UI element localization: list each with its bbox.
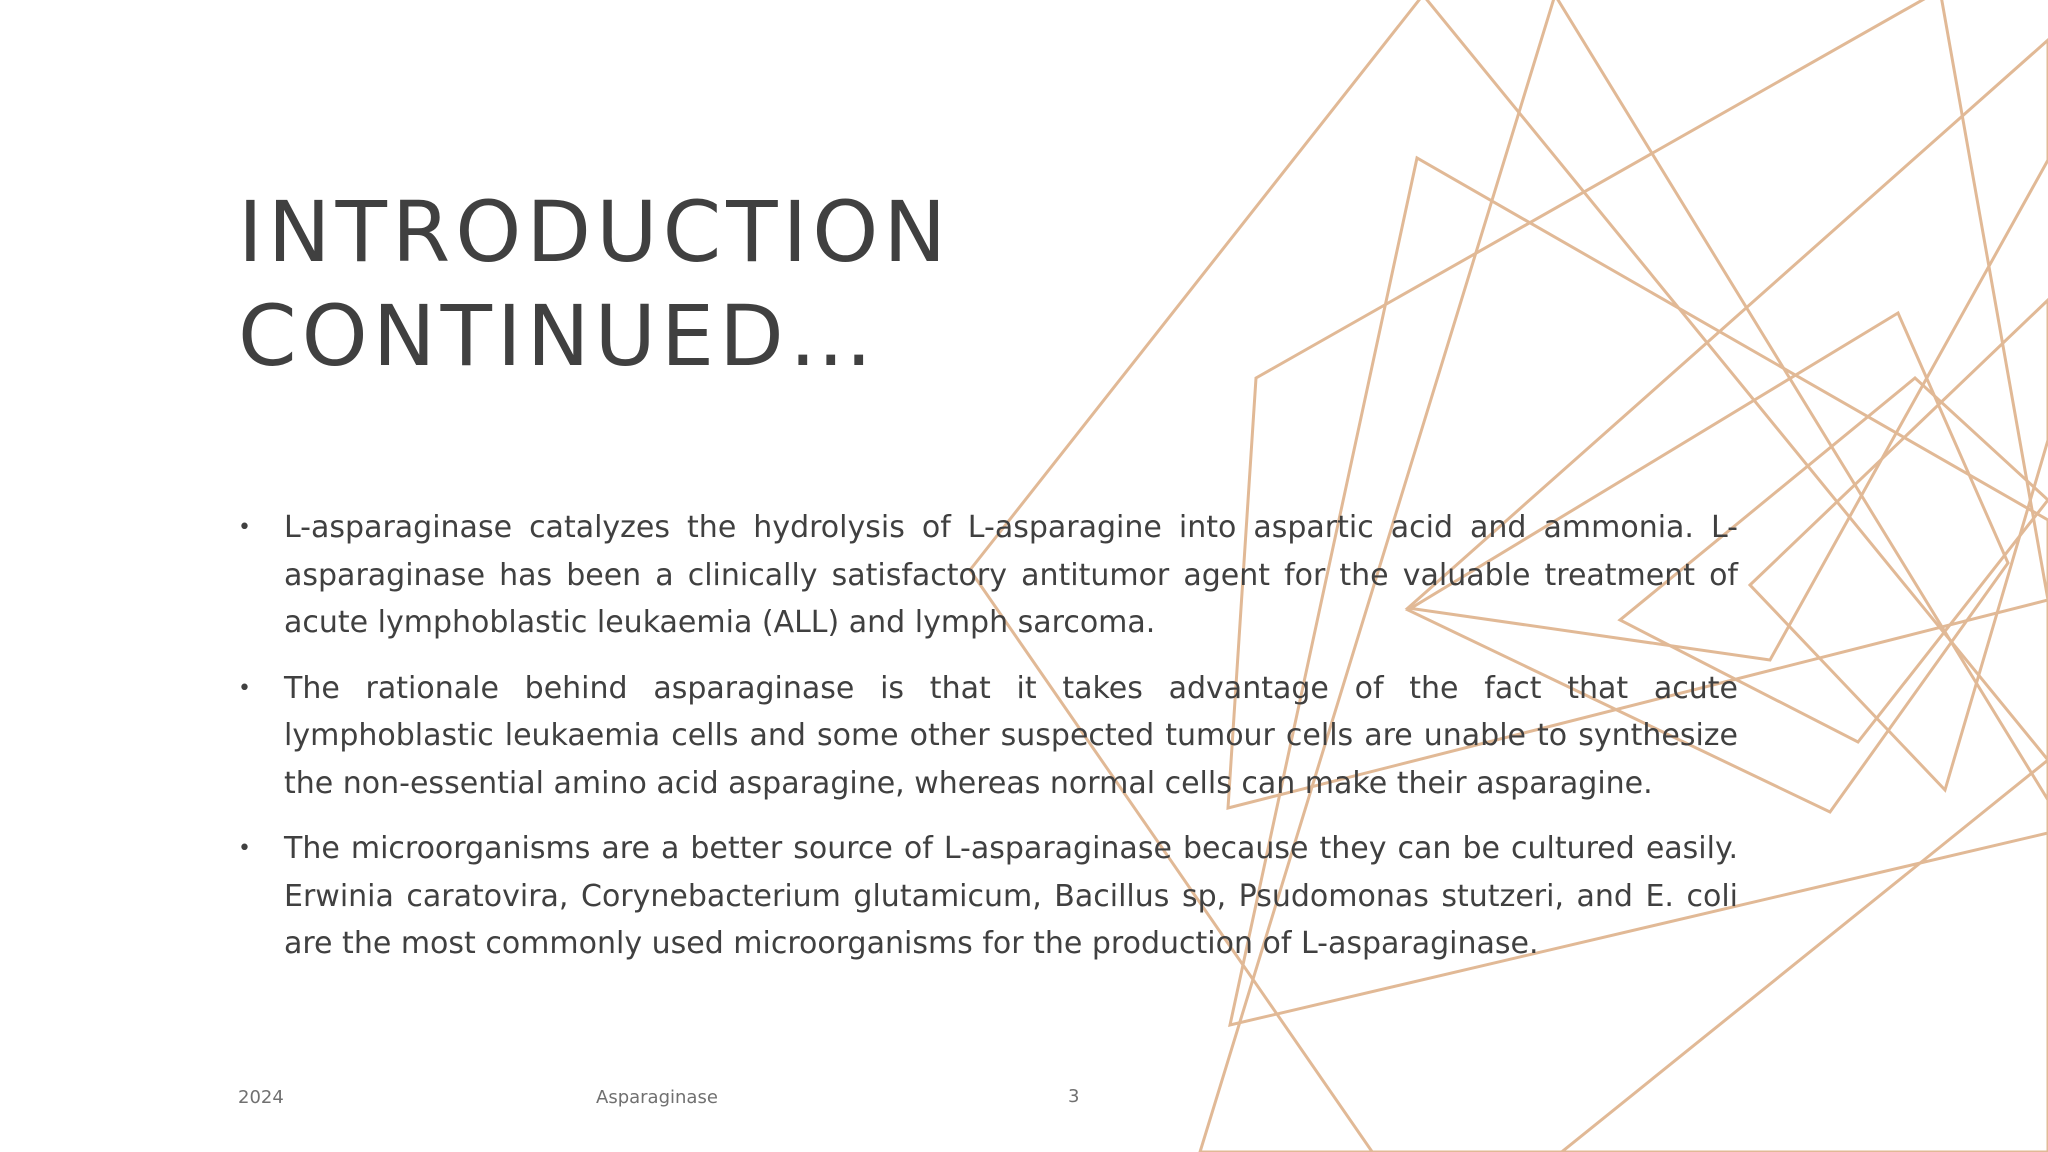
bullet-marker: • <box>238 675 251 701</box>
bullet-text: The rationale behind asparaginase is that it takes advantage of the fact that acute lymphoblastic leukaemia cells and some other suspected tumour cells are unable to synthesize the non-essential amino acid asparagine, whereas normal cells can make their asparagine. <box>284 670 1738 801</box>
footer-topic: Asparaginase <box>596 1087 718 1108</box>
bullet-list <box>238 504 1738 986</box>
bullet-item-rationale <box>238 665 1738 808</box>
footer-date: 2024 <box>238 1087 284 1108</box>
bullet-text: L-asparaginase catalyzes the hydrolysis of L-asparagine into aspartic acid and ammonia. L-asparaginase has been a clinically satisfactory antitumor agent for the valuable treatment of acute lymphoblastic leukaemia (ALL) and lymph sarcoma. <box>284 510 1738 640</box>
footer-page-number: 3 <box>1068 1086 1080 1107</box>
title-line-2: CONTINUED… <box>238 287 878 385</box>
slide-title <box>238 180 951 388</box>
bullet-text: The microorganisms are a better source of L-asparaginase because they can be cultured easily. Erwinia caratovira, Corynebacterium glutamicum, Bacillus sp, Psudomonas stutzeri, and E. coli are the most commonly used microorganisms for the production of L-asparaginase. <box>284 831 1738 961</box>
title-line-1: INTRODUCTION <box>238 183 952 281</box>
bullet-item-microorganisms <box>238 825 1738 968</box>
bullet-marker: • <box>238 836 251 861</box>
bullet-item-hydrolysis <box>238 504 1738 647</box>
bullet-marker: • <box>238 515 251 540</box>
